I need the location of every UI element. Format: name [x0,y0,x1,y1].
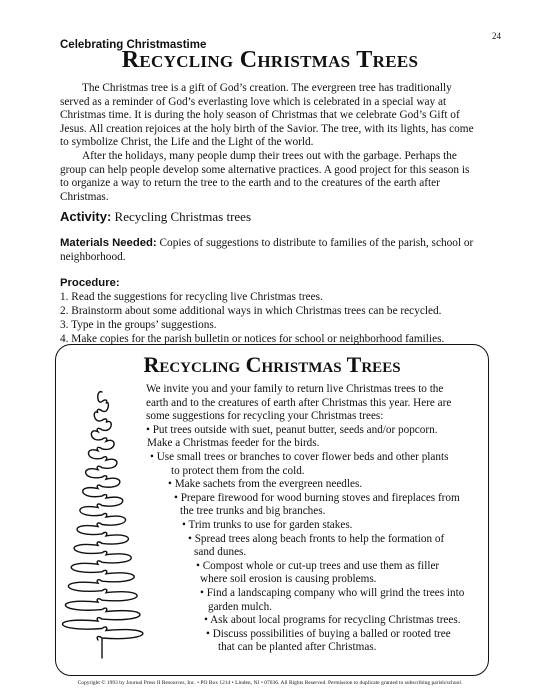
handout-bullet: • Ask about local programs for recycling Christmas trees. [204,614,461,627]
handout-text [146,383,481,655]
materials-label: Materials Needed: [60,237,157,249]
handout-title: Recycling Christmas Trees [143,352,401,377]
procedure-step: 3. Type in the groups’ suggestions. [60,319,217,331]
handout-line: earth and to the creatures of earth after Christmas this year. Here are [146,396,452,409]
handout-bullet: • Find a landscaping company who will grind the trees into [200,586,465,599]
intro-paragraph: The Christmas tree is a gift of God’s creation. The evergreen tree has traditionally served as a reminder of God’s everlasting love which is celebrated in a special way at Christmas time. It is during the holy season of Christmas that we celebrate God’s Gift of Jesus. All creation rejoices at the holy birth of the Savior. The tree, with its lights, has come to symbolize Christ, the Life and the Light of the world. [60,82,474,149]
handout-line: garden mulch. [208,600,272,613]
handout-line: where soil erosion is causing problems. [200,573,377,586]
procedure-step: 2. Brainstorm about some additional ways in which Christmas trees can be recycled. [60,305,442,317]
procedure-section [60,276,480,346]
handout-bullet: • Compost whole or cut-up trees and use them as filler [196,559,440,572]
handout-line: We invite you and your family to return live Christmas trees to the [146,383,444,395]
page-title: Recycling Christmas Trees [121,47,419,73]
activity-label: Activity: [60,209,112,224]
handout-bullet: • Use small trees or branches to cover flower beds and other plants [150,450,449,463]
activity-text: Recycling Christmas trees [114,209,252,224]
handout-line: the tree trunks and big branches. [180,505,326,518]
handout-bullet: • Prepare firewood for wood burning stoves and fireplaces from [174,491,460,504]
materials-needed [60,236,480,264]
activity-line [60,209,251,225]
tree-scroll-path [63,392,143,658]
handout-bullet: • Spread trees along beach fronts to help the formation of [188,532,445,545]
handout-bullet: • Discuss possibilities of buying a balled or rooted tree [206,627,451,640]
materials-text: Copies of suggestions to distribute to families of the parish, school or neighborhood. [60,237,474,263]
handout-bullet: • Trim trunks to use for garden stakes. [182,518,353,531]
procedure-step: 1. Read the suggestions for recycling live Christmas trees. [60,291,323,303]
handout-line: to protect them from the cold. [171,464,305,477]
procedure-label: Procedure: [60,277,120,289]
series-title: Celebrating Christmastime [60,39,207,51]
page-number: 24 [492,31,501,41]
intro-text [60,82,475,204]
procedure-step: 4. Make copies for the parish bulletin or notices for school or neighborhood families. [60,333,445,345]
handout-line: Make a Christmas feeder for the birds. [147,437,320,450]
intro-paragraph: After the holidays, many people dump their trees out with the garbage. Perhaps the group can help people develop some alternative practices. A good project for this season is to organize a way to return the tree to the earth and to the creatures of the earth after Christmas. [60,149,470,203]
handout-line: sand dunes. [194,546,247,559]
christmas-tree-illustration [58,388,160,665]
handout-bullet: • Make sachets from the evergreen needles. [168,478,363,491]
handout-line: that can be planted after Christmas. [218,641,377,654]
handout-line: some suggestions for recycling your Christmas trees: [146,410,384,423]
handout-bullet: • Put trees outside with suet, peanut butter, seeds and/or popcorn. [146,423,438,436]
copyright-footer: Copyright © 1993 by Journal Press II Resources, Inc. • PO Box 1214 • Linden, NJ • 07036. All Rights Reserved. Permission to duplicate granted to subscribing parish/school. [77,680,463,686]
